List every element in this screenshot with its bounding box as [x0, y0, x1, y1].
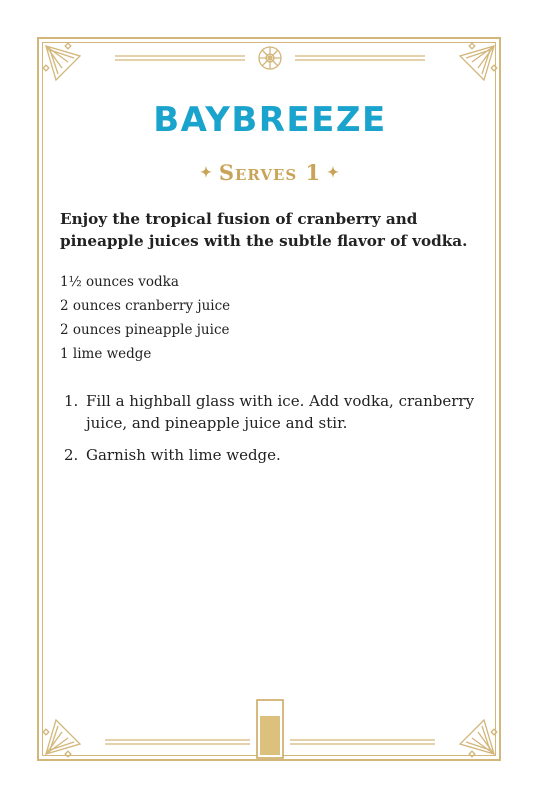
step-item [60, 390, 480, 434]
step-text: Garnish with lime wedge. [86, 446, 281, 464]
corner-top-right-icon [460, 43, 497, 80]
serves-ornament-left-icon: ✦ [200, 165, 213, 181]
serves-ornament-right-icon: ✦ [327, 165, 340, 181]
step-number: 1. [64, 392, 79, 410]
corner-top-left-icon [43, 43, 80, 80]
highball-glass-icon [257, 700, 283, 758]
corner-bottom-right-icon [460, 720, 497, 757]
serves-label: Serves 1 [218, 160, 322, 185]
serves-line [0, 160, 540, 185]
compass-rose-icon [259, 47, 281, 69]
step-item [60, 444, 480, 466]
recipe-title: BAYBREEZE [153, 100, 387, 140]
step-text: Fill a highball glass with ice. Add vodka, cranberry juice, and pineapple juice and stir. [86, 392, 475, 432]
ingredient-item: 2 ounces pineapple juice [60, 322, 230, 338]
recipe-description: Enjoy the tropical fusion of cranberry and pineapple juices with the subtle flavor of vodka. [60, 210, 468, 250]
step-number: 2. [64, 446, 79, 464]
ingredients-list [60, 270, 480, 366]
corner-bottom-left-icon [43, 720, 80, 757]
steps-list [60, 390, 480, 476]
ingredient-item: 2 ounces cranberry juice [60, 298, 231, 314]
ingredient-item: 1 lime wedge [60, 346, 152, 362]
ingredient-item: 1½ ounces vodka [60, 274, 179, 290]
